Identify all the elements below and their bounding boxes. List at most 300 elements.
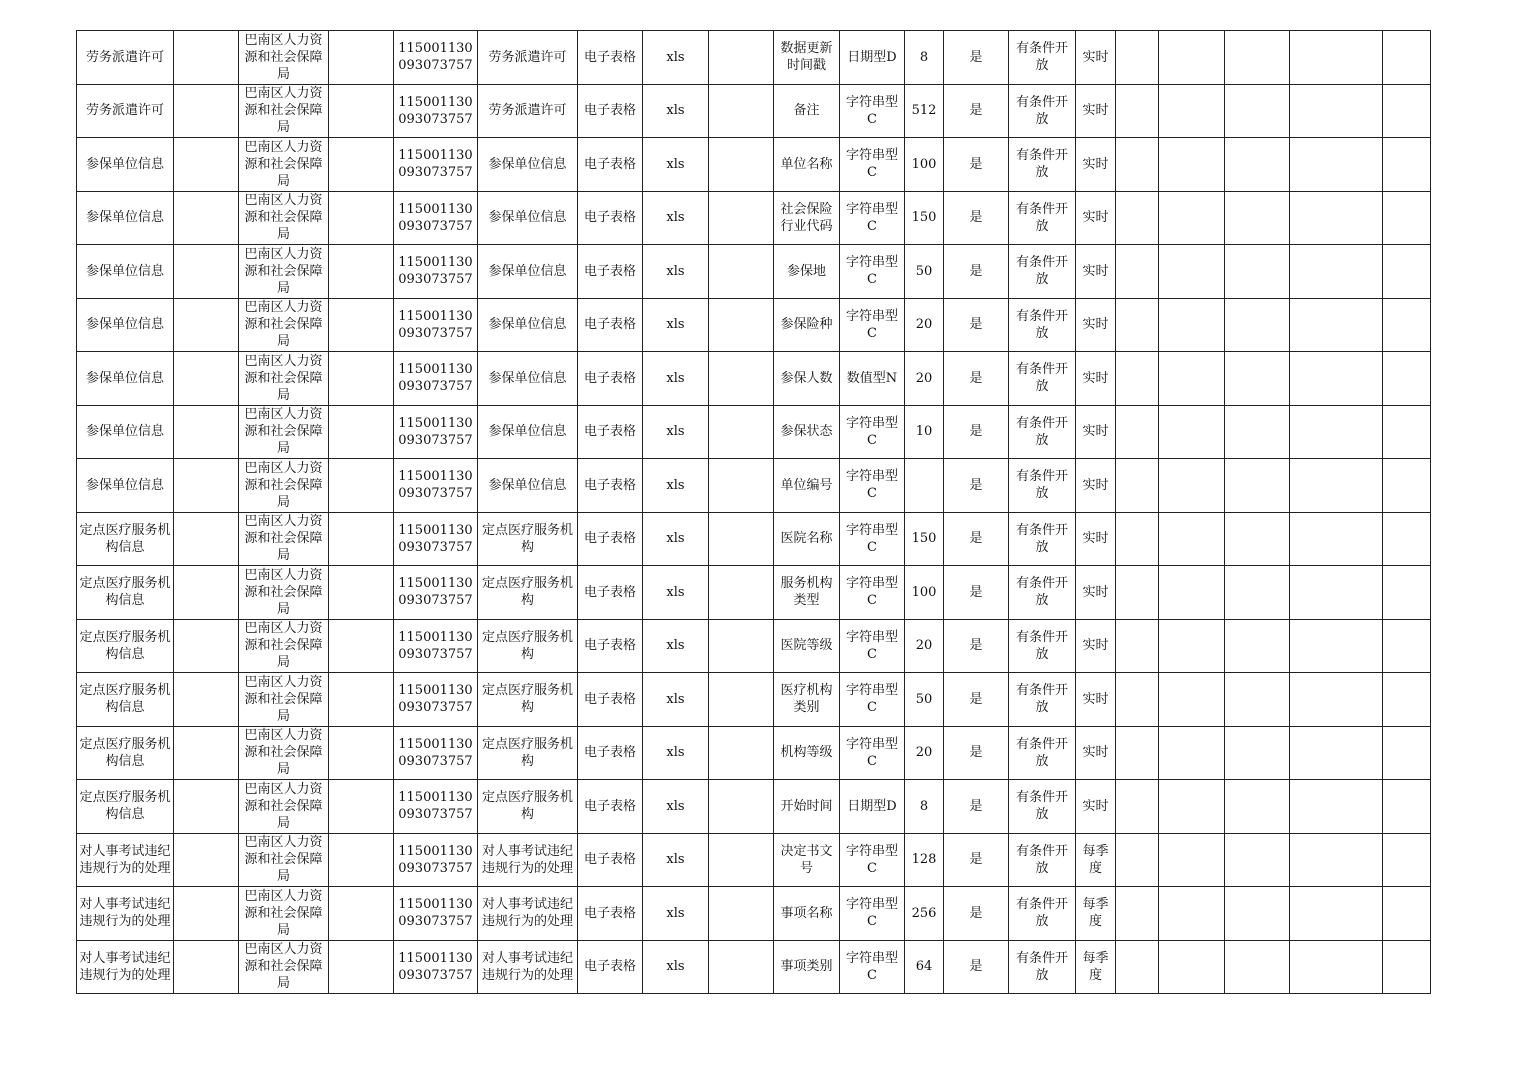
cell-info-resource-name: 定点医疗服务机构信息 xyxy=(77,619,174,673)
cell-field-type: 字符串型C xyxy=(840,566,905,620)
cell-update-cycle: 实时 xyxy=(1076,352,1116,406)
cell-dept-code xyxy=(329,940,394,994)
cell-format-type: 电子表格 xyxy=(578,298,643,352)
cell-extra-3 xyxy=(1225,405,1290,459)
cell-resource-item: 参保单位信息 xyxy=(478,191,578,245)
cell-format-ext: xls xyxy=(643,31,709,85)
cell-extra-4 xyxy=(1290,566,1383,620)
cell-update-cycle: 实时 xyxy=(1076,31,1116,85)
cell-field-type: 日期型D xyxy=(840,780,905,834)
cell-shareable: 是 xyxy=(944,459,1009,513)
cell-update-cycle: 实时 xyxy=(1076,191,1116,245)
cell-field-type: 字符串型C xyxy=(840,405,905,459)
cell-shareable: 是 xyxy=(944,352,1009,406)
cell-field-type: 字符串型C xyxy=(840,138,905,192)
cell-resource-item: 定点医疗服务机构 xyxy=(478,726,578,780)
cell-open-type: 有条件开放 xyxy=(1009,405,1076,459)
cell-extra-3 xyxy=(1225,619,1290,673)
cell-field-length: 20 xyxy=(905,619,944,673)
cell-provider-dept: 巴南区人力资源和社会保障局 xyxy=(239,566,329,620)
data-resource-table xyxy=(76,30,1431,994)
table-row xyxy=(77,673,1431,727)
cell-field-length: 100 xyxy=(905,566,944,620)
cell-resource-code xyxy=(174,84,239,138)
cell-format-ext: xls xyxy=(643,84,709,138)
cell-format-type: 电子表格 xyxy=(578,405,643,459)
cell-extra-2 xyxy=(1159,459,1225,513)
cell-field-name: 备注 xyxy=(774,84,840,138)
cell-dept-code xyxy=(329,405,394,459)
table-row xyxy=(77,352,1431,406)
cell-extra-4 xyxy=(1290,726,1383,780)
cell-extra-1 xyxy=(1116,84,1159,138)
cell-field-type: 字符串型C xyxy=(840,459,905,513)
cell-col-blank xyxy=(709,512,774,566)
cell-field-name: 参保地 xyxy=(774,245,840,299)
cell-field-name: 社会保险行业代码 xyxy=(774,191,840,245)
cell-format-type: 电子表格 xyxy=(578,138,643,192)
cell-resource-item: 参保单位信息 xyxy=(478,352,578,406)
cell-extra-3 xyxy=(1225,726,1290,780)
cell-provider-dept: 巴南区人力资源和社会保障局 xyxy=(239,459,329,513)
cell-update-cycle: 实时 xyxy=(1076,673,1116,727)
cell-col-blank xyxy=(709,191,774,245)
cell-resource-code xyxy=(174,245,239,299)
cell-info-resource-name: 参保单位信息 xyxy=(77,138,174,192)
cell-provider-dept: 巴南区人力资源和社会保障局 xyxy=(239,31,329,85)
cell-field-name: 单位编号 xyxy=(774,459,840,513)
table-row xyxy=(77,940,1431,994)
table-row xyxy=(77,512,1431,566)
cell-open-type: 有条件开放 xyxy=(1009,940,1076,994)
cell-extra-1 xyxy=(1116,940,1159,994)
cell-credit-code: 115001130093073757 xyxy=(394,887,478,941)
cell-extra-2 xyxy=(1159,31,1225,85)
cell-extra-5 xyxy=(1383,191,1431,245)
cell-info-resource-name: 对人事考试违纪违规行为的处理 xyxy=(77,833,174,887)
cell-provider-dept: 巴南区人力资源和社会保障局 xyxy=(239,887,329,941)
cell-extra-5 xyxy=(1383,833,1431,887)
cell-field-type: 字符串型C xyxy=(840,298,905,352)
cell-open-type: 有条件开放 xyxy=(1009,352,1076,406)
cell-field-length: 8 xyxy=(905,31,944,85)
cell-extra-4 xyxy=(1290,352,1383,406)
cell-open-type: 有条件开放 xyxy=(1009,138,1076,192)
cell-extra-1 xyxy=(1116,566,1159,620)
cell-resource-code xyxy=(174,566,239,620)
cell-extra-2 xyxy=(1159,138,1225,192)
cell-extra-4 xyxy=(1290,405,1383,459)
cell-update-cycle: 实时 xyxy=(1076,245,1116,299)
cell-shareable: 是 xyxy=(944,512,1009,566)
cell-extra-4 xyxy=(1290,512,1383,566)
cell-field-type: 字符串型C xyxy=(840,84,905,138)
cell-extra-5 xyxy=(1383,619,1431,673)
cell-extra-2 xyxy=(1159,298,1225,352)
cell-resource-item: 定点医疗服务机构 xyxy=(478,619,578,673)
table-row xyxy=(77,833,1431,887)
cell-info-resource-name: 定点医疗服务机构信息 xyxy=(77,726,174,780)
cell-field-type: 字符串型C xyxy=(840,887,905,941)
cell-format-type: 电子表格 xyxy=(578,31,643,85)
cell-provider-dept: 巴南区人力资源和社会保障局 xyxy=(239,352,329,406)
table-body xyxy=(77,31,1431,994)
cell-credit-code: 115001130093073757 xyxy=(394,298,478,352)
cell-extra-2 xyxy=(1159,726,1225,780)
cell-shareable: 是 xyxy=(944,726,1009,780)
cell-credit-code: 115001130093073757 xyxy=(394,833,478,887)
cell-col-blank xyxy=(709,940,774,994)
cell-field-name: 参保状态 xyxy=(774,405,840,459)
cell-dept-code xyxy=(329,566,394,620)
cell-open-type: 有条件开放 xyxy=(1009,245,1076,299)
cell-extra-3 xyxy=(1225,566,1290,620)
cell-open-type: 有条件开放 xyxy=(1009,566,1076,620)
cell-extra-4 xyxy=(1290,833,1383,887)
cell-extra-1 xyxy=(1116,459,1159,513)
cell-extra-1 xyxy=(1116,833,1159,887)
cell-format-ext: xls xyxy=(643,673,709,727)
cell-credit-code: 115001130093073757 xyxy=(394,940,478,994)
cell-credit-code: 115001130093073757 xyxy=(394,84,478,138)
cell-extra-4 xyxy=(1290,673,1383,727)
cell-open-type: 有条件开放 xyxy=(1009,833,1076,887)
cell-extra-3 xyxy=(1225,84,1290,138)
cell-shareable: 是 xyxy=(944,298,1009,352)
cell-field-name: 医疗机构类别 xyxy=(774,673,840,727)
cell-field-name: 事项类别 xyxy=(774,940,840,994)
cell-extra-5 xyxy=(1383,352,1431,406)
cell-shareable: 是 xyxy=(944,887,1009,941)
cell-resource-item: 定点医疗服务机构 xyxy=(478,673,578,727)
cell-update-cycle: 每季度 xyxy=(1076,887,1116,941)
cell-open-type: 有条件开放 xyxy=(1009,726,1076,780)
cell-open-type: 有条件开放 xyxy=(1009,84,1076,138)
cell-col-blank xyxy=(709,566,774,620)
cell-extra-4 xyxy=(1290,191,1383,245)
cell-provider-dept: 巴南区人力资源和社会保障局 xyxy=(239,726,329,780)
cell-field-length: 256 xyxy=(905,887,944,941)
cell-field-name: 医院名称 xyxy=(774,512,840,566)
cell-resource-code xyxy=(174,887,239,941)
cell-format-type: 电子表格 xyxy=(578,566,643,620)
cell-col-blank xyxy=(709,726,774,780)
cell-field-name: 参保人数 xyxy=(774,352,840,406)
cell-extra-1 xyxy=(1116,887,1159,941)
cell-credit-code: 115001130093073757 xyxy=(394,673,478,727)
cell-extra-3 xyxy=(1225,138,1290,192)
cell-extra-3 xyxy=(1225,833,1290,887)
cell-credit-code: 115001130093073757 xyxy=(394,619,478,673)
cell-field-type: 数值型N xyxy=(840,352,905,406)
cell-field-name: 单位名称 xyxy=(774,138,840,192)
cell-extra-3 xyxy=(1225,512,1290,566)
cell-field-length: 20 xyxy=(905,352,944,406)
cell-extra-5 xyxy=(1383,512,1431,566)
cell-extra-2 xyxy=(1159,191,1225,245)
table-row xyxy=(77,31,1431,85)
cell-extra-1 xyxy=(1116,352,1159,406)
cell-update-cycle: 实时 xyxy=(1076,566,1116,620)
cell-resource-item: 参保单位信息 xyxy=(478,298,578,352)
cell-resource-code xyxy=(174,405,239,459)
cell-info-resource-name: 定点医疗服务机构信息 xyxy=(77,566,174,620)
cell-dept-code xyxy=(329,673,394,727)
cell-shareable: 是 xyxy=(944,84,1009,138)
cell-field-length: 150 xyxy=(905,512,944,566)
cell-extra-5 xyxy=(1383,726,1431,780)
cell-extra-2 xyxy=(1159,84,1225,138)
cell-dept-code xyxy=(329,833,394,887)
cell-format-ext: xls xyxy=(643,405,709,459)
cell-format-ext: xls xyxy=(643,619,709,673)
cell-dept-code xyxy=(329,459,394,513)
cell-format-type: 电子表格 xyxy=(578,512,643,566)
cell-resource-item: 定点医疗服务机构 xyxy=(478,566,578,620)
cell-resource-code xyxy=(174,940,239,994)
cell-extra-3 xyxy=(1225,887,1290,941)
cell-open-type: 有条件开放 xyxy=(1009,673,1076,727)
cell-extra-2 xyxy=(1159,245,1225,299)
cell-format-ext: xls xyxy=(643,887,709,941)
cell-extra-2 xyxy=(1159,833,1225,887)
cell-extra-3 xyxy=(1225,459,1290,513)
cell-format-type: 电子表格 xyxy=(578,619,643,673)
cell-update-cycle: 每季度 xyxy=(1076,940,1116,994)
cell-field-name: 机构等级 xyxy=(774,726,840,780)
cell-resource-code xyxy=(174,673,239,727)
cell-extra-4 xyxy=(1290,245,1383,299)
cell-extra-5 xyxy=(1383,940,1431,994)
cell-resource-item: 参保单位信息 xyxy=(478,459,578,513)
cell-credit-code: 115001130093073757 xyxy=(394,138,478,192)
cell-format-ext: xls xyxy=(643,512,709,566)
cell-field-length: 20 xyxy=(905,726,944,780)
cell-dept-code xyxy=(329,887,394,941)
cell-resource-code xyxy=(174,31,239,85)
cell-open-type: 有条件开放 xyxy=(1009,298,1076,352)
cell-extra-5 xyxy=(1383,566,1431,620)
cell-format-type: 电子表格 xyxy=(578,833,643,887)
cell-field-name: 医院等级 xyxy=(774,619,840,673)
table-row xyxy=(77,84,1431,138)
cell-extra-5 xyxy=(1383,405,1431,459)
cell-provider-dept: 巴南区人力资源和社会保障局 xyxy=(239,780,329,834)
cell-extra-5 xyxy=(1383,298,1431,352)
cell-dept-code xyxy=(329,726,394,780)
cell-shareable: 是 xyxy=(944,673,1009,727)
cell-extra-3 xyxy=(1225,191,1290,245)
cell-resource-code xyxy=(174,138,239,192)
cell-resource-item: 劳务派遣许可 xyxy=(478,31,578,85)
cell-col-blank xyxy=(709,619,774,673)
cell-field-type: 字符串型C xyxy=(840,726,905,780)
cell-field-length: 20 xyxy=(905,298,944,352)
cell-open-type: 有条件开放 xyxy=(1009,780,1076,834)
cell-field-length: 8 xyxy=(905,780,944,834)
cell-extra-1 xyxy=(1116,298,1159,352)
cell-extra-3 xyxy=(1225,352,1290,406)
cell-col-blank xyxy=(709,833,774,887)
cell-update-cycle: 实时 xyxy=(1076,405,1116,459)
cell-field-name: 开始时间 xyxy=(774,780,840,834)
cell-extra-2 xyxy=(1159,566,1225,620)
cell-extra-2 xyxy=(1159,352,1225,406)
cell-resource-item: 劳务派遣许可 xyxy=(478,84,578,138)
cell-info-resource-name: 参保单位信息 xyxy=(77,191,174,245)
cell-open-type: 有条件开放 xyxy=(1009,191,1076,245)
cell-credit-code: 115001130093073757 xyxy=(394,512,478,566)
cell-dept-code xyxy=(329,84,394,138)
cell-resource-code xyxy=(174,780,239,834)
cell-extra-4 xyxy=(1290,298,1383,352)
cell-dept-code xyxy=(329,138,394,192)
cell-extra-1 xyxy=(1116,780,1159,834)
cell-extra-2 xyxy=(1159,619,1225,673)
cell-resource-code xyxy=(174,619,239,673)
cell-shareable: 是 xyxy=(944,245,1009,299)
table-row xyxy=(77,566,1431,620)
cell-field-name: 服务机构类型 xyxy=(774,566,840,620)
cell-resource-code xyxy=(174,833,239,887)
cell-field-name: 参保险种 xyxy=(774,298,840,352)
table-row xyxy=(77,298,1431,352)
cell-credit-code: 115001130093073757 xyxy=(394,780,478,834)
cell-col-blank xyxy=(709,31,774,85)
cell-resource-item: 定点医疗服务机构 xyxy=(478,512,578,566)
cell-credit-code: 115001130093073757 xyxy=(394,191,478,245)
cell-resource-code xyxy=(174,459,239,513)
table-row xyxy=(77,619,1431,673)
cell-credit-code: 115001130093073757 xyxy=(394,405,478,459)
table-row xyxy=(77,138,1431,192)
cell-open-type: 有条件开放 xyxy=(1009,619,1076,673)
cell-dept-code xyxy=(329,298,394,352)
cell-extra-2 xyxy=(1159,780,1225,834)
cell-shareable: 是 xyxy=(944,191,1009,245)
cell-extra-3 xyxy=(1225,673,1290,727)
cell-provider-dept: 巴南区人力资源和社会保障局 xyxy=(239,673,329,727)
cell-info-resource-name: 参保单位信息 xyxy=(77,352,174,406)
cell-info-resource-name: 劳务派遣许可 xyxy=(77,84,174,138)
cell-format-type: 电子表格 xyxy=(578,940,643,994)
cell-extra-3 xyxy=(1225,940,1290,994)
cell-format-ext: xls xyxy=(643,352,709,406)
cell-col-blank xyxy=(709,459,774,513)
cell-extra-5 xyxy=(1383,245,1431,299)
cell-update-cycle: 实时 xyxy=(1076,138,1116,192)
cell-extra-1 xyxy=(1116,619,1159,673)
cell-extra-1 xyxy=(1116,726,1159,780)
cell-update-cycle: 实时 xyxy=(1076,298,1116,352)
cell-extra-4 xyxy=(1290,31,1383,85)
cell-provider-dept: 巴南区人力资源和社会保障局 xyxy=(239,298,329,352)
cell-format-type: 电子表格 xyxy=(578,726,643,780)
cell-format-ext: xls xyxy=(643,566,709,620)
cell-field-length: 128 xyxy=(905,833,944,887)
cell-field-type: 日期型D xyxy=(840,31,905,85)
cell-format-ext: xls xyxy=(643,833,709,887)
cell-extra-5 xyxy=(1383,887,1431,941)
cell-credit-code: 115001130093073757 xyxy=(394,459,478,513)
cell-credit-code: 115001130093073757 xyxy=(394,566,478,620)
cell-resource-item: 对人事考试违纪违规行为的处理 xyxy=(478,887,578,941)
cell-dept-code xyxy=(329,245,394,299)
cell-format-type: 电子表格 xyxy=(578,191,643,245)
cell-field-type: 字符串型C xyxy=(840,512,905,566)
cell-dept-code xyxy=(329,191,394,245)
cell-provider-dept: 巴南区人力资源和社会保障局 xyxy=(239,84,329,138)
cell-col-blank xyxy=(709,352,774,406)
cell-col-blank xyxy=(709,298,774,352)
cell-resource-item: 参保单位信息 xyxy=(478,138,578,192)
cell-resource-item: 参保单位信息 xyxy=(478,405,578,459)
cell-provider-dept: 巴南区人力资源和社会保障局 xyxy=(239,138,329,192)
cell-field-length: 64 xyxy=(905,940,944,994)
cell-resource-code xyxy=(174,352,239,406)
cell-col-blank xyxy=(709,673,774,727)
cell-extra-5 xyxy=(1383,31,1431,85)
cell-shareable: 是 xyxy=(944,138,1009,192)
cell-format-ext: xls xyxy=(643,780,709,834)
cell-open-type: 有条件开放 xyxy=(1009,887,1076,941)
cell-col-blank xyxy=(709,405,774,459)
cell-dept-code xyxy=(329,352,394,406)
table-row xyxy=(77,726,1431,780)
cell-update-cycle: 实时 xyxy=(1076,459,1116,513)
cell-extra-5 xyxy=(1383,84,1431,138)
cell-format-type: 电子表格 xyxy=(578,352,643,406)
cell-extra-2 xyxy=(1159,405,1225,459)
cell-format-ext: xls xyxy=(643,298,709,352)
cell-col-blank xyxy=(709,84,774,138)
cell-info-resource-name: 参保单位信息 xyxy=(77,298,174,352)
cell-extra-1 xyxy=(1116,673,1159,727)
cell-resource-code xyxy=(174,191,239,245)
cell-credit-code: 115001130093073757 xyxy=(394,352,478,406)
cell-shareable: 是 xyxy=(944,619,1009,673)
cell-format-type: 电子表格 xyxy=(578,84,643,138)
cell-shareable: 是 xyxy=(944,940,1009,994)
cell-dept-code xyxy=(329,619,394,673)
cell-resource-item: 定点医疗服务机构 xyxy=(478,780,578,834)
cell-extra-1 xyxy=(1116,512,1159,566)
cell-col-blank xyxy=(709,780,774,834)
cell-format-ext: xls xyxy=(643,138,709,192)
cell-extra-1 xyxy=(1116,138,1159,192)
cell-field-name: 决定书文号 xyxy=(774,833,840,887)
cell-extra-3 xyxy=(1225,298,1290,352)
cell-credit-code: 115001130093073757 xyxy=(394,31,478,85)
cell-extra-5 xyxy=(1383,673,1431,727)
cell-info-resource-name: 定点医疗服务机构信息 xyxy=(77,512,174,566)
cell-credit-code: 115001130093073757 xyxy=(394,726,478,780)
cell-col-blank xyxy=(709,138,774,192)
cell-update-cycle: 实时 xyxy=(1076,619,1116,673)
cell-info-resource-name: 参保单位信息 xyxy=(77,245,174,299)
cell-extra-2 xyxy=(1159,887,1225,941)
cell-field-length: 100 xyxy=(905,138,944,192)
cell-col-blank xyxy=(709,245,774,299)
cell-dept-code xyxy=(329,780,394,834)
cell-resource-item: 参保单位信息 xyxy=(478,245,578,299)
cell-format-ext: xls xyxy=(643,191,709,245)
cell-open-type: 有条件开放 xyxy=(1009,31,1076,85)
cell-extra-1 xyxy=(1116,191,1159,245)
cell-extra-1 xyxy=(1116,405,1159,459)
cell-field-length: 50 xyxy=(905,673,944,727)
cell-info-resource-name: 参保单位信息 xyxy=(77,405,174,459)
